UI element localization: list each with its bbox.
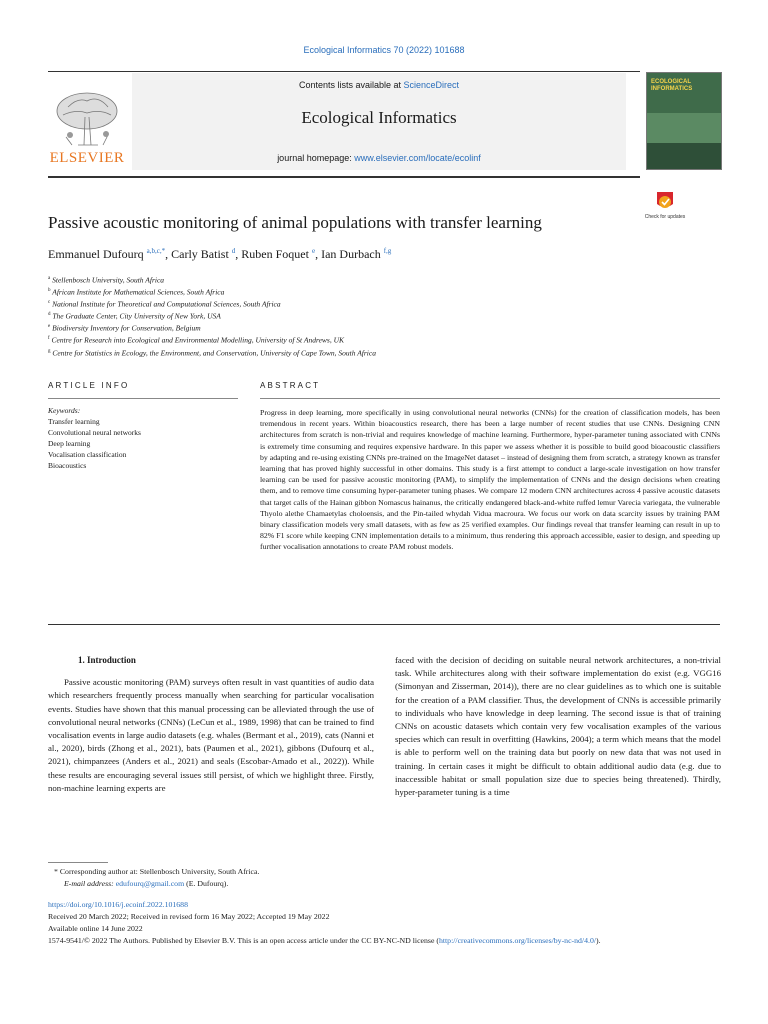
keyword-item: Transfer learning: [48, 417, 100, 426]
body-paragraph: faced with the decision of deciding on suitable neural network architectures, a non-trivial task. While architectures along with their software implementation do exist (e.g. VGG16 (Simonyan and Zisserman, 2014)), there are no clear guidelines as to which one is suitable for the creation of a PAM classifier. Thus, the development of CNNs is accessible primarily to individuals who have knowledge in deep learning. The second issue is that of training CNNs on acoustic datasets which contain very few vocalisation examples of the various species which can result in overfitting (Hawkins, 2004); a term which means that the model is able to perform well on the training data but poorly on new data that was not used in training. In certain cases it might be difficult to obtain additional audio data (e.g. due to inaccessible habitat or small population size due to species being threatened). Thirdly, hyper-parameter tuning is a time: [395, 655, 721, 798]
corresponding-author-note: * Corresponding author at: Stellenbosch University, South Africa.: [54, 867, 260, 876]
keywords-label: Keywords:: [48, 406, 81, 415]
license-link[interactable]: http://creativecommons.org/licenses/by-nc-nd/4.0/: [438, 936, 597, 945]
homepage-prefix: journal homepage:: [277, 153, 355, 163]
affiliation-item: $^c$ National Institute for Theoretical and Computational Sciences, South Africa: [48, 299, 281, 309]
body-left-column: [48, 654, 374, 795]
keywords-block: [48, 405, 238, 471]
homepage-line: [132, 153, 626, 163]
received-dates: Received 20 March 2022; Received in revised form 16 May 2022; Accepted 19 May 2022: [48, 912, 330, 921]
email-label: E-mail address:: [64, 879, 116, 888]
header-top-rule: [48, 71, 640, 72]
abstract-rule: [260, 398, 720, 399]
journal-cover-image: [646, 72, 722, 170]
body-paragraph: Passive acoustic monitoring (PAM) surveys often result in vast quantities of audio data which researchers frequently process manually when searching for particular vocalisation events. Studies have shown that this manual processing can be alleviated through the use of convolutional neural networks (CNNs) (LeCun et al., 1989, 1998) that can be trained to find vocalisation events in large audio datasets (e.g. whales (Bermant et al., 2019), cats (Nanni et al., 2020), birds (Zhong et al., 2021), bats (Paumen et al., 2021), gibbons (Dufourq et al., 2021), chimpanzees (Anders et al., 2021) and seals (Escobar-Amado et al., 2022)). While these results are encouraging several issues still persist, of which we highlight three. Firstly, non-machine learning experts are: [48, 677, 374, 793]
email-suffix: (E. Dufourq).: [184, 879, 229, 888]
article-info-heading: ARTICLE INFO: [48, 381, 130, 390]
author-list: Emmanuel Dufourq $^{a,b,c,*}$, Carly Batist $^d$, Ruben Foquet $^e$, Ian Durbach $^{f,g}$: [48, 247, 392, 261]
doi-link[interactable]: https://doi.org/10.1016/j.ecoinf.2022.101688: [48, 900, 188, 909]
author-name[interactable]: Carly Batist: [171, 247, 229, 261]
affiliation-item: $^f$ Centre for Research into Ecological and Environmental Modelling, University of St Andrews, UK: [48, 335, 345, 345]
affiliation-item: $^e$ Biodiversity Inventory for Conservation, Belgium: [48, 323, 201, 333]
article-info-rule: [48, 398, 238, 399]
publisher-wordmark: ELSEVIER: [49, 150, 125, 166]
keyword-item: Vocalisation classification: [48, 450, 127, 459]
license-prefix: 1574-9541/© 2022 The Authors. Published by Elsevier B.V. This is an open access article under the CC BY-NC-ND license (: [48, 936, 439, 945]
affiliation-item: $^b$ African Institute for Mathematical Sciences, South Africa: [48, 287, 225, 297]
sciencedirect-link[interactable]: ScienceDirect: [403, 80, 460, 90]
header-bottom-rule: [48, 176, 640, 178]
body-right-column: [395, 654, 721, 799]
keyword-item: Bioacoustics: [48, 461, 87, 470]
available-online: Available online 14 June 2022: [48, 924, 143, 933]
affiliation-item: $^d$ The Graduate Center, City University of New York, USA: [48, 311, 221, 321]
homepage-link[interactable]: www.elsevier.com/locate/ecolinf: [354, 153, 481, 163]
affiliation-item: $^a$ Stellenbosch University, South Africa: [48, 275, 165, 285]
author-name[interactable]: Ian Durbach: [321, 247, 381, 261]
license-line: [48, 935, 720, 947]
keyword-item: Convolutional neural networks: [48, 428, 141, 437]
license-suffix: ).: [596, 936, 601, 945]
author-affiliation-marks[interactable]: d: [231, 247, 236, 255]
journal-citation[interactable]: Ecological Informatics 70 (2022) 101688: [303, 45, 465, 55]
affiliation-item: $^g$ Centre for Statistics in Ecology, the Environment, and Conservation, University of Cape Town, South Africa: [48, 348, 376, 358]
email-line: [64, 878, 228, 890]
contents-prefix: Contents lists available at: [298, 80, 404, 90]
check-for-updates-icon[interactable]: [644, 188, 686, 228]
contents-line: [132, 80, 626, 90]
author-name[interactable]: Emmanuel Dufourq: [48, 247, 144, 261]
author-affiliation-marks[interactable]: f,g: [383, 247, 392, 255]
section-heading: 1. Introduction: [78, 655, 136, 665]
author-affiliation-marks[interactable]: a,b,c,*: [146, 247, 166, 255]
email-link[interactable]: edufourq@gmail.com: [115, 879, 185, 888]
keyword-item: Deep learning: [48, 439, 91, 448]
footnote-rule: [48, 862, 108, 863]
affiliation-list: [48, 274, 648, 359]
abstract-bottom-rule: [48, 624, 720, 625]
check-for-updates-label: Check for updates: [644, 214, 686, 220]
cover-title: ECOLOGICAL INFORMATICS: [651, 79, 693, 92]
author-name[interactable]: Ruben Foquet: [241, 247, 309, 261]
abstract-heading: ABSTRACT: [260, 381, 321, 390]
abstract-text: Progress in deep learning, more specifically in using convolutional neural networks (CNNs) for the creation of classification models, has been tremendous in recent years. Within bioacoustics research, there has been a large number of recent studies that use CNNs. Designing CNN architectures from scratch is non-trivial and requires knowledge of machine learning. Furthermore, hyper-parameter tuning associated with CNNs is extremely time consuming and requires expensive hardware. In this paper we assess whether it is possible to build good bioacoustic classifiers by adapting and re-using existing CNNs pre-trained on the ImageNet dataset – instead of designing them from scratch, a strategy known as transfer learning that has proved highly successful in other domains. This study is a first attempt to conduct a large-scale investigation on how transfer learning can be used for passive acoustic monitoring (PAM), to simplify the implementation of CNNs and the design decisions when creating them, and to remove time consuming hyper-parameter tuning phases. We compare 12 modern CNN architectures across 4 passive acoustic datasets that target calls of the Hainan gibbon Nomascus hainanus, the critically endangered black-and-white ruffed lemur Varecia variegata, the vulnerable Thyolo alethe Chamaetylas choloensis, and the Pin-tailed whydah Vidua macroura. We focus our work on data scarcity issues by training PAM binary classification models very small datasets, with as few as 25 verified examples. Our findings reveal that transfer learning can result in up to 82% F1 score while keeping CNN implementation details to a minimum, thus rendering this approach accessible, easier to design, and speeding up further vocalisation annotations to create PAM robust models.: [260, 408, 720, 552]
paper-title: Passive acoustic monitoring of animal populations with transfer learning: [48, 213, 542, 232]
journal-title: Ecological Informatics: [301, 108, 457, 127]
author-affiliation-marks[interactable]: e: [311, 247, 316, 255]
